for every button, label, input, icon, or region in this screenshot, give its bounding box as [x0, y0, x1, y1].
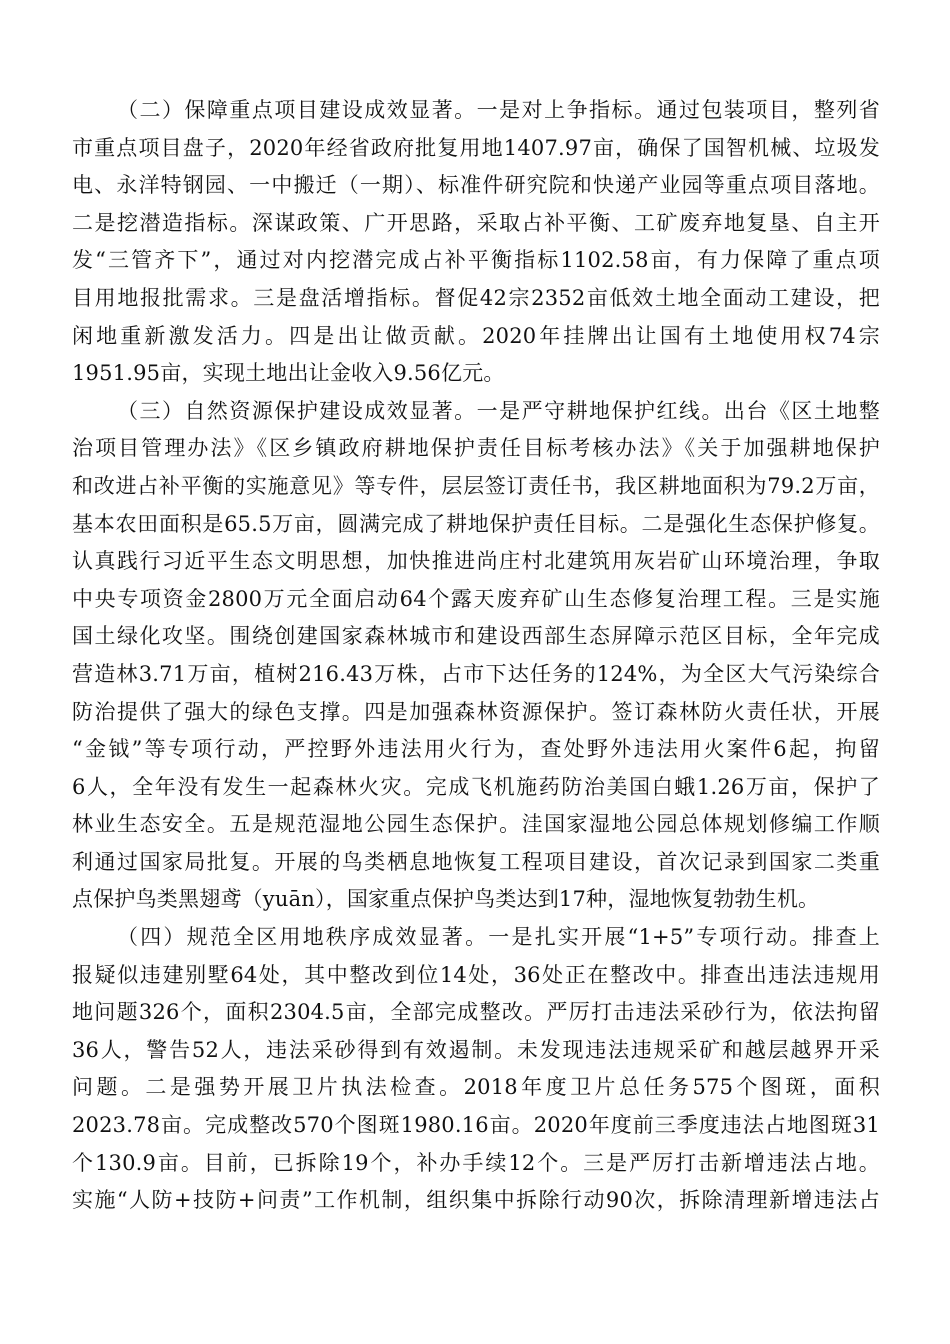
text-line: （二）保障重点项目建设成效显著。一是对上争指标。通过包装项目，整列省	[117, 98, 880, 122]
text-line: 实施“人防+技防+问责”工作机制，组织集中拆除行动90次，拆除清理新增违法占	[72, 1188, 880, 1213]
text-line: 地问题326个，面积2304.5亩，全部完成整改。严厉打击违法采砂行为，依法拘留	[72, 1000, 880, 1025]
text-line: 利通过国家局批复。开展的鸟类栖息地恢复工程项目建设，首次记录到国家二类重	[72, 849, 880, 874]
text-line: 36人，警告52人，违法采砂得到有效遏制。未发现违法违规采矿和越层越界开采	[72, 1037, 880, 1062]
text-line: 1951.95亩，实现土地出让金收入9.56亿元。	[72, 361, 505, 386]
text-line: 和改进占补平衡的实施意见》等专件，层层签订责任书，我区耕地面积为79.2万亩，	[72, 473, 880, 498]
text-line: 发“三管齐下”，通过对内挖潜完成占补平衡指标1102.58亩，有力保障了重点项	[72, 248, 880, 273]
text-line: 问题。二是强势开展卫片执法检查。2018年度卫片总任务575个图斑，面积	[72, 1075, 880, 1100]
text-line: 中央专项资金2800万元全面启动64个露天废弃矿山生态修复治理工程。三是实施	[72, 586, 880, 611]
text-line: 2023.78亩。完成整改570个图斑1980.16亩。2020年度前三季度违法占地图斑31	[72, 1113, 880, 1138]
text-line: “金钺”等专项行动，严控野外违法用火行为，查处野外违法用火案件6起，拘留	[72, 737, 880, 762]
text-line: 治项目管理办法》《区乡镇政府耕地保护责任目标考核办法》《关于加强耕地保护	[72, 436, 880, 461]
text-line: 市重点项目盘子，2020年经省政府批复用地1407.97亩，确保了国智机械、垃圾发	[72, 135, 880, 160]
document-page	[72, 92, 880, 1220]
text-line: 国土绿化攻坚。围绕创建国家森林城市和建设西部生态屏障示范区目标，全年完成	[72, 624, 880, 649]
paragraph-resource-protection	[72, 393, 880, 919]
text-line: 6人，全年没有发生一起森林火灾。完成飞机施药防治美国白蛾1.26万亩，保护了	[72, 774, 880, 799]
text-line: 营造林3.71万亩，植树216.43万株，占市下达任务的124%，为全区大气污染综合	[72, 661, 880, 686]
text-line: 目用地报批需求。三是盘活增指标。督促42宗2352亩低效土地全面动工建设，把	[72, 285, 880, 310]
text-line: 林业生态安全。五是规范湿地公园生态保护。洼国家湿地公园总体规划修编工作顺	[72, 812, 880, 837]
text-line: （三）自然资源保护建设成效显著。一是严守耕地保护红线。出台《区土地整	[117, 398, 880, 423]
text-line: 个130.9亩。目前，已拆除19个，补办手续12个。三是严厉打击新增违法占地。	[72, 1150, 880, 1175]
paragraph-land-order	[72, 919, 880, 1220]
paragraph-key-projects	[72, 92, 880, 393]
text-line: 基本农田面积是65.5万亩，圆满完成了耕地保护责任目标。二是强化生态保护修复。	[72, 511, 880, 536]
text-line: 电、永洋特钢园、一中搬迁（一期）、标准件研究院和快递产业园等重点项目落地。	[72, 173, 880, 198]
text-line: 二是挖潜造指标。深谋政策、广开思路，采取占补平衡、工矿废弃地复垦、自主开	[72, 210, 880, 235]
text-line: 防治提供了强大的绿色支撑。四是加强森林资源保护。签订森林防火责任状，开展	[72, 699, 880, 724]
text-line: 点保护鸟类黑翅鸢（yuān），国家重点保护鸟类达到17种，湿地恢复勃勃生机。	[72, 887, 820, 912]
text-line: （四）规范全区用地秩序成效显著。一是扎实开展“1+5”专项行动。排查上	[117, 925, 880, 950]
text-line: 报疑似违建别墅64处，其中整改到位14处，36处正在整改中。排查出违法违规用	[72, 962, 880, 987]
text-line: 认真践行习近平生态文明思想，加快推进尚庄村北建筑用灰岩矿山环境治理，争取	[72, 549, 880, 574]
text-line: 闲地重新激发活力。四是出让做贡献。2020年挂牌出让国有土地使用权74宗	[72, 323, 880, 348]
